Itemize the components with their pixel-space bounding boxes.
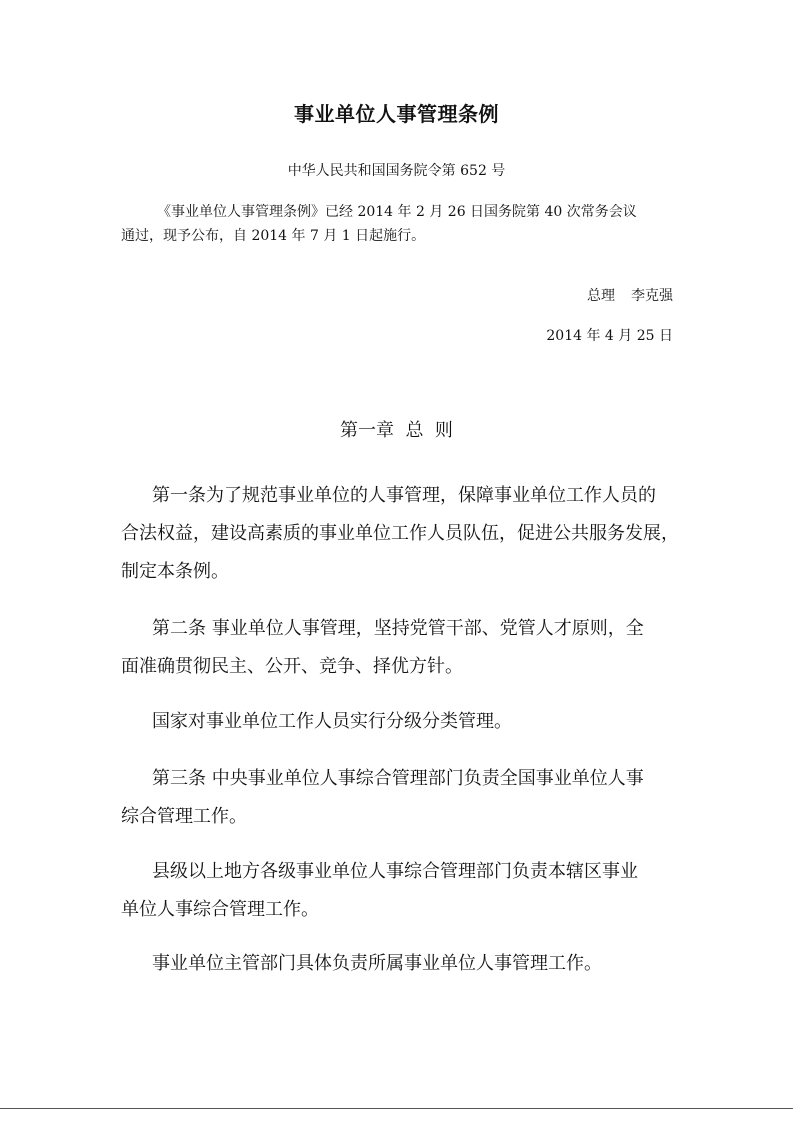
paragraph-line: 县级以上地方各级事业单位人事综合管理部门负责本辖区事业 bbox=[152, 861, 638, 882]
signer-name: 李克强 bbox=[631, 288, 673, 304]
signature-line bbox=[587, 285, 673, 305]
paragraph-line: 第三条 中央事业单位人事综合管理部门负责全国事业单位人事 bbox=[152, 768, 644, 789]
paragraph-line: 事业单位主管部门具体负责所属事业单位人事管理工作。 bbox=[152, 953, 602, 974]
article-paragraph bbox=[121, 703, 512, 741]
article-paragraph bbox=[121, 760, 644, 836]
paragraph-line: 单位人事综合管理工作。 bbox=[121, 899, 319, 920]
signer-title: 总理 bbox=[587, 288, 615, 304]
decree-number: 中华人民共和国国务院令第 652 号 bbox=[287, 163, 506, 179]
article-paragraph bbox=[121, 610, 644, 686]
document-title: 事业单位人事管理条例 bbox=[294, 102, 499, 126]
article-paragraph bbox=[121, 477, 679, 591]
paragraph-line: 综合管理工作。 bbox=[121, 806, 247, 827]
article-paragraph bbox=[121, 853, 638, 929]
page-bottom-divider bbox=[0, 1108, 793, 1109]
announcement-line: 通过，现予公布，自 2014 年 7 月 1 日起施行。 bbox=[121, 228, 426, 244]
paragraph-line: 第一条为了规范事业单位的人事管理，保障事业单位工作人员的 bbox=[152, 485, 656, 506]
paragraph-line: 制定本条例。 bbox=[121, 561, 229, 582]
paragraph-line: 国家对事业单位工作人员实行分级分类管理。 bbox=[152, 711, 512, 732]
announcement-paragraph bbox=[121, 200, 681, 248]
paragraph-line: 合法权益，建设高素质的事业单位工作人员队伍，促进公共服务发展， bbox=[121, 523, 679, 544]
paragraph-line: 第二条 事业单位人事管理，坚持党管干部、党管人才原则，全 bbox=[152, 618, 644, 639]
chapter-heading: 第一章 总 则 bbox=[340, 420, 453, 441]
announcement-line: 《事业单位人事管理条例》已经 2014 年 2 月 26 日国务院第 40 次常务会议 bbox=[157, 204, 637, 220]
article-paragraph bbox=[121, 945, 602, 983]
paragraph-line: 面准确贯彻民主、公开、竞争、择优方针。 bbox=[121, 656, 463, 677]
promulgation-date: 2014 年 4 月 25 日 bbox=[546, 328, 673, 344]
